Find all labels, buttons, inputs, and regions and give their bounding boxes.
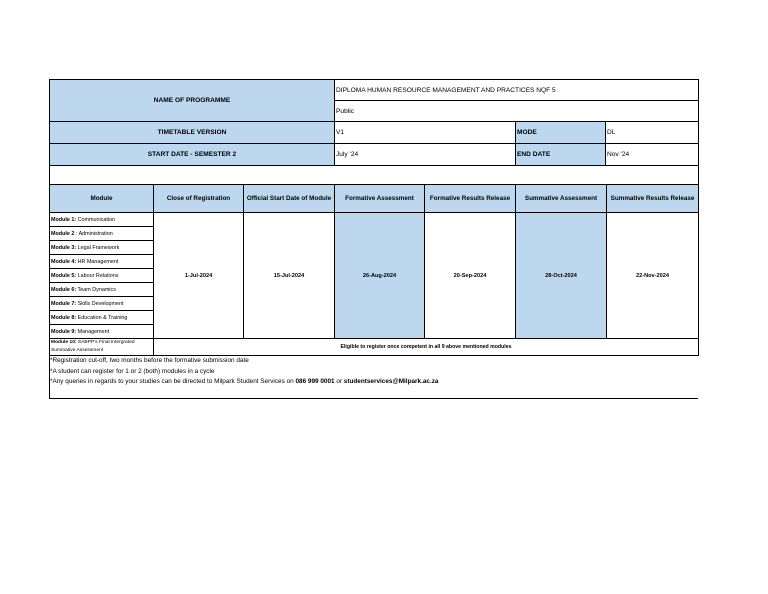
module-row-10: Module 10: SABPP's Final Intergrated Summative Assessment — [50, 339, 154, 356]
start-date-value: July '24 — [335, 144, 516, 166]
formative-results-date: 20-Sep-2024 — [425, 213, 516, 339]
module-row-4: Module 4: HR Management — [50, 255, 154, 269]
header-close-registration: Close of Registration — [154, 185, 244, 213]
timetable-version-value: V1 — [335, 122, 516, 144]
module-row-6: Module 6: Team Dynamics — [50, 283, 154, 297]
module-row-1: Module 1: Communication — [50, 213, 154, 227]
module-row-2: Module 2 : Administration — [50, 227, 154, 241]
module-row-7: Module 7: Skills Development — [50, 297, 154, 311]
module-row-3: Module 3: Legal Framework — [50, 241, 154, 255]
official-start-date: 15-Jul-2024 — [244, 213, 335, 339]
module-row-8: Module 8: Education & Training — [50, 311, 154, 325]
header-official-start: Official Start Date of Module — [244, 185, 335, 213]
header-formative-results: Formative Results Release — [425, 185, 516, 213]
module-row-5: Module 5: Labour Relations — [50, 269, 154, 283]
programme-name-label: NAME OF PROGRAMME — [50, 80, 335, 122]
note-module-cycle: *A student can register for 1 or 2 (both) modules in a cycle — [50, 368, 215, 375]
spacer-row — [50, 166, 699, 185]
module-10-eligibility-note: Eligible to register once competent in all 9 above mentioned modules — [154, 339, 699, 356]
module-row-9: Module 9: Management — [50, 325, 154, 339]
formative-assessment-date: 26-Aug-2024 — [335, 213, 425, 339]
header-summative-results: Summative Results Release — [607, 185, 699, 213]
left-border-line — [49, 346, 50, 399]
end-date-value: Nov '24 — [606, 144, 699, 166]
close-registration-date: 1-Jul-2024 — [154, 213, 244, 339]
summative-assessment-date: 28-Oct-2024 — [516, 213, 607, 339]
header-summative-assessment: Summative Assessment — [516, 185, 607, 213]
programme-info-table — [49, 79, 699, 185]
bottom-border-line — [49, 398, 698, 399]
mode-label: MODE — [516, 122, 606, 144]
note-queries: *Any queries in regards to your studies can be directed to Milpark Student Services on 086 999 0001 or studentservices@Milpark.ac.za — [50, 378, 439, 385]
header-module: Module — [50, 185, 154, 213]
end-date-label: END DATE — [516, 144, 606, 166]
student-services-email[interactable]: studentservices@Milpark.ac.za — [343, 378, 439, 385]
note-registration-cutoff: *Registration cut-off, two months before the formative submission date — [50, 357, 249, 364]
mode-value: DL — [606, 122, 699, 144]
header-formative-assessment: Formative Assessment — [335, 185, 425, 213]
start-date-label: START DATE - SEMESTER 2 — [50, 144, 335, 166]
schedule-table — [49, 184, 699, 356]
summative-results-date: 22-Nov-2024 — [607, 213, 699, 339]
student-services-phone: 086 999 0001 — [295, 378, 335, 385]
programme-visibility: Public — [335, 101, 699, 122]
programme-name-value: DIPLOMA HUMAN RESOURCE MANAGEMENT AND PRACTICES NQF 5 — [335, 80, 699, 101]
timetable-version-label: TIMETABLE VERSION — [50, 122, 335, 144]
